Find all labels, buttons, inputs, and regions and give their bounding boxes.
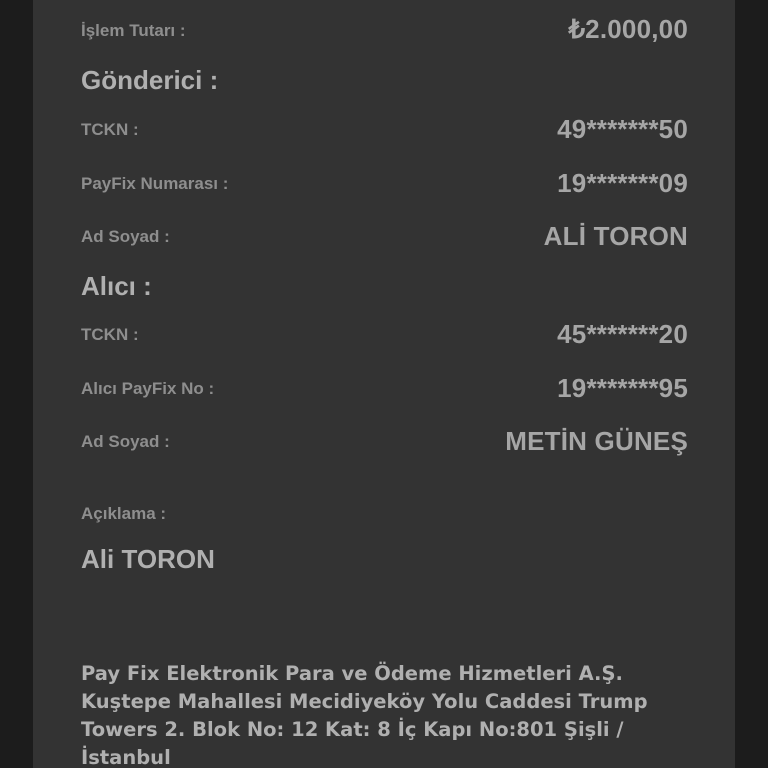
sender-tckn-row — [81, 114, 688, 148]
sender-payfix-value: 19*******09 — [557, 168, 688, 198]
sender-name-row — [81, 221, 688, 255]
sender-payfix-row — [81, 168, 688, 202]
receiver-name-row — [81, 426, 688, 460]
receiver-name-label: Ad Soyad : — [81, 432, 170, 451]
amount-value: ₺2.000,00 — [568, 14, 688, 44]
sender-name-label: Ad Soyad : — [81, 227, 170, 246]
receiver-tckn-value: 45*******20 — [557, 319, 688, 349]
receiver-payfix-value: 19*******95 — [557, 373, 688, 403]
amount-label: İşlem Tutarı : — [81, 21, 186, 40]
sender-tckn-value: 49*******50 — [557, 114, 688, 144]
receiver-payfix-row — [81, 373, 688, 407]
company-line: Towers 2. Blok No: 12 Kat: 8 İç Kapı No:801 Şişli / — [81, 718, 624, 741]
description-row — [81, 504, 688, 528]
receiver-heading: Alıcı : — [81, 271, 152, 301]
description-value: Ali TORON — [81, 544, 215, 574]
sender-name-value: ALİ TORON — [543, 221, 688, 251]
company-line: Kuştepe Mahallesi Mecidiyeköy Yolu Caddesi Trump — [81, 690, 648, 713]
company-line: İstanbul — [81, 746, 171, 768]
receiver-tckn-label: TCKN : — [81, 325, 139, 344]
company-address — [81, 660, 681, 768]
receiver-name-value: METİN GÜNEŞ — [505, 426, 688, 456]
company-line: Pay Fix Elektronik Para ve Ödeme Hizmetleri A.Ş. — [81, 662, 623, 685]
receiver-tckn-row — [81, 319, 688, 353]
description-label: Açıklama : — [81, 504, 167, 523]
receiver-payfix-label: Alıcı PayFix No : — [81, 379, 215, 398]
amount-row — [81, 14, 688, 48]
sender-payfix-label: PayFix Numarası : — [81, 174, 229, 193]
sender-heading: Gönderici : — [81, 65, 219, 95]
sender-tckn-label: TCKN : — [81, 120, 139, 139]
